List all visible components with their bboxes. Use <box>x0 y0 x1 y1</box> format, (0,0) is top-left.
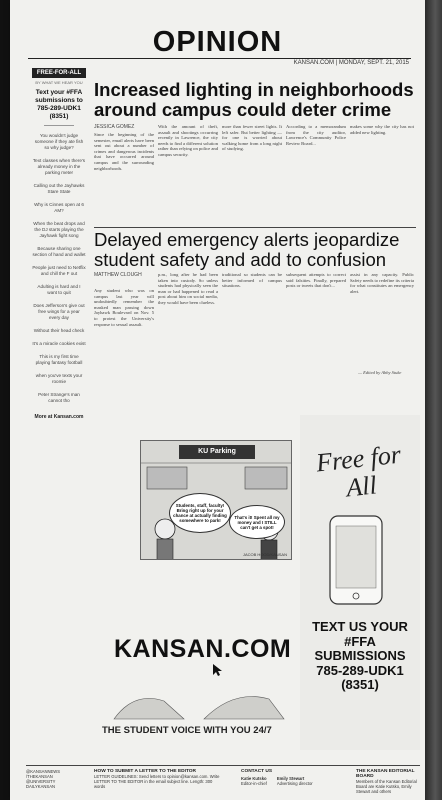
article-divider <box>94 227 416 228</box>
instagram-link[interactable]: @UNIVERSITY DAILYKANSAN <box>26 779 56 789</box>
divider <box>44 125 74 126</box>
ffa-entry: When the beat drops and the DJ starts playing the Jayhawk fight song <box>33 221 85 238</box>
article1-column: makes some why the city has not added new lighting. <box>350 124 414 135</box>
social-links <box>26 769 76 789</box>
ffa-heading: FREE-FOR-ALL <box>32 68 86 78</box>
newspaper-page <box>10 0 425 800</box>
ffa-subheading: BY WHAT WE HEAR YOU <box>35 80 83 85</box>
speech-bubble: Students, staff, faculty! Bring right up for your chance at actually finding somewhere to park! <box>169 493 231 533</box>
contact-name: Emily Stewart <box>276 776 305 781</box>
ffa-entry: Text classes when there's already money in the parking meter <box>32 158 86 175</box>
article1-byline: JESSICA GOMEZ <box>94 124 135 130</box>
contact-role: Editor-in-chief <box>241 781 267 786</box>
ffa-entry: Why is Cinnes open at 6 AM? <box>34 202 84 213</box>
editorial-board <box>356 769 420 794</box>
ffa-entry: People just need to Netflix and chill the F out <box>32 265 86 276</box>
article2-column: subsequent attempts to correct said falsities. Finally, prepared posts or tweets that don't... <box>286 272 346 289</box>
facebook-link[interactable]: /THEKANSAN <box>26 774 53 779</box>
editor-note: — Edited by Abby Stuke <box>358 370 402 375</box>
article2-byline: MATTHEW CLOUGH <box>94 272 142 278</box>
parking-sign: KU Parking <box>179 445 255 459</box>
free-for-all-promo <box>300 415 420 750</box>
contact-role: Advertising director <box>276 781 313 786</box>
letter-guidelines: LETTER GUIDELINES: Send letters to opinion@kansan.com. Write LETTER TO THE EDITOR in the email subject line. Length: 300 words <box>94 774 220 789</box>
text-your-submissions: Text your #FFA submissions to 785-289-UDK1 (8351) <box>35 89 83 120</box>
ffa-entry: You wouldn't judge someone if they ate fish so why judge? <box>34 133 84 150</box>
article2-column: p.m., long after he had been taken into custody. So unless students had physically seen the man or had happened to read a post about him on social media, they would have been clueless. <box>158 272 218 305</box>
masthead <box>10 0 425 66</box>
ffa-entry: Calling out the Jayhawks Stare State <box>33 183 85 194</box>
free-for-all-title: Free for All <box>314 439 403 503</box>
adjacent-page-edge <box>425 0 442 800</box>
text-us-callout <box>304 620 416 693</box>
section-title: OPINION <box>152 26 283 58</box>
article1-headline: Increased lighting in neighborhoods around campus could deter crime <box>94 79 414 120</box>
ffa-entry: Because sharing one section of hand and wallet <box>32 246 86 257</box>
dateline: KANSAN.COM | MONDAY, SEPT. 21, 2015 <box>293 60 409 66</box>
contact-name: Katie Kutsko <box>241 776 267 781</box>
masthead-rule <box>28 58 411 59</box>
footer <box>26 765 420 800</box>
contact-us-title: CONTACT US <box>241 769 273 774</box>
how-to-submit-title: HOW TO SUBMIT A LETTER TO THE EDITOR <box>94 769 196 774</box>
article2-headline: Delayed emergency alerts jeopardize student safety and add to confusion <box>94 229 400 270</box>
cartoon-credit: JACOB HOOD/KANSAN <box>242 552 287 557</box>
ffa-entry: Without their head check <box>33 328 85 333</box>
editorial-board-title: THE KANSAN EDITORIAL BOARD <box>356 769 415 779</box>
hands-illustration <box>94 671 294 721</box>
article2-column: Any student who was on campus last year will undoubtedly remember the masked man passing down Jayhawk Boulevard on Nov. 5 to protest the University's response to sexual assault. <box>94 288 154 327</box>
speech-bubble: That's it! Spent all my money and I STILL can't get a spot! <box>229 505 285 539</box>
phone-number: 785-289-UDK1 (8351) <box>316 662 404 692</box>
text-us-label: TEXT US YOUR #FFA SUBMISSIONS <box>312 619 408 663</box>
how-to-submit <box>94 769 224 789</box>
ffa-entry: Does Jefferson's give out free wings for a year every day <box>33 303 85 320</box>
kansan-tagline: THE STUDENT VOICE WITH YOU 24/7 <box>102 725 272 736</box>
article1-column: Since the beginning of the semester, email alerts have been sent out about a number of crimes and dangerous incidents that have occurred around campus and the surrounding neighborhoods. <box>94 132 154 171</box>
editorial-board-members: Members of the Kansan Editorial Board are Katie Kutsko, Emily Stewart and others <box>356 779 417 794</box>
twitter-link[interactable]: @KANSANNEWS <box>26 769 61 774</box>
article1-column: With the amount of theft, assault and shootings occurring recently in Lawrence, the city needs to find a different solution rather than relying on police and campus security. <box>158 124 218 157</box>
ffa-entry: It's a miracle cookies exist <box>32 341 86 346</box>
article2-column: assist in any capacity. Public Safety needs to redefine its criteria for what constitutes an emergency alert. <box>350 272 414 294</box>
article2-column: traditional so students can be better informed of campus situations. <box>222 272 282 289</box>
contact-us <box>241 769 341 786</box>
more-at-kansan-link[interactable]: More at Kansan.com <box>34 414 84 420</box>
ffa-entry: This is my first time playing fantasy football <box>35 354 83 365</box>
ffa-entry: Adulting is hard and I want to quit <box>37 284 81 295</box>
kansan-com-ad <box>94 625 294 750</box>
kansan-url[interactable]: KANSAN.COM <box>114 635 292 663</box>
article1-column: According to a memorandum from the city auditor, Lawrence's Community Police Review Board... <box>286 124 346 146</box>
free-for-all-sidebar <box>32 68 86 728</box>
editorial-cartoon <box>140 440 292 560</box>
ffa-entry: when you've texts your roomie <box>35 373 83 384</box>
article1-column: more than fewer street lights. It left safer. But better lighting — for one is worried about walking home from a long night of studying. <box>222 124 282 152</box>
ffa-entry: Peter Strange's man cannot tho <box>38 392 80 403</box>
phone-illustration <box>300 510 420 610</box>
